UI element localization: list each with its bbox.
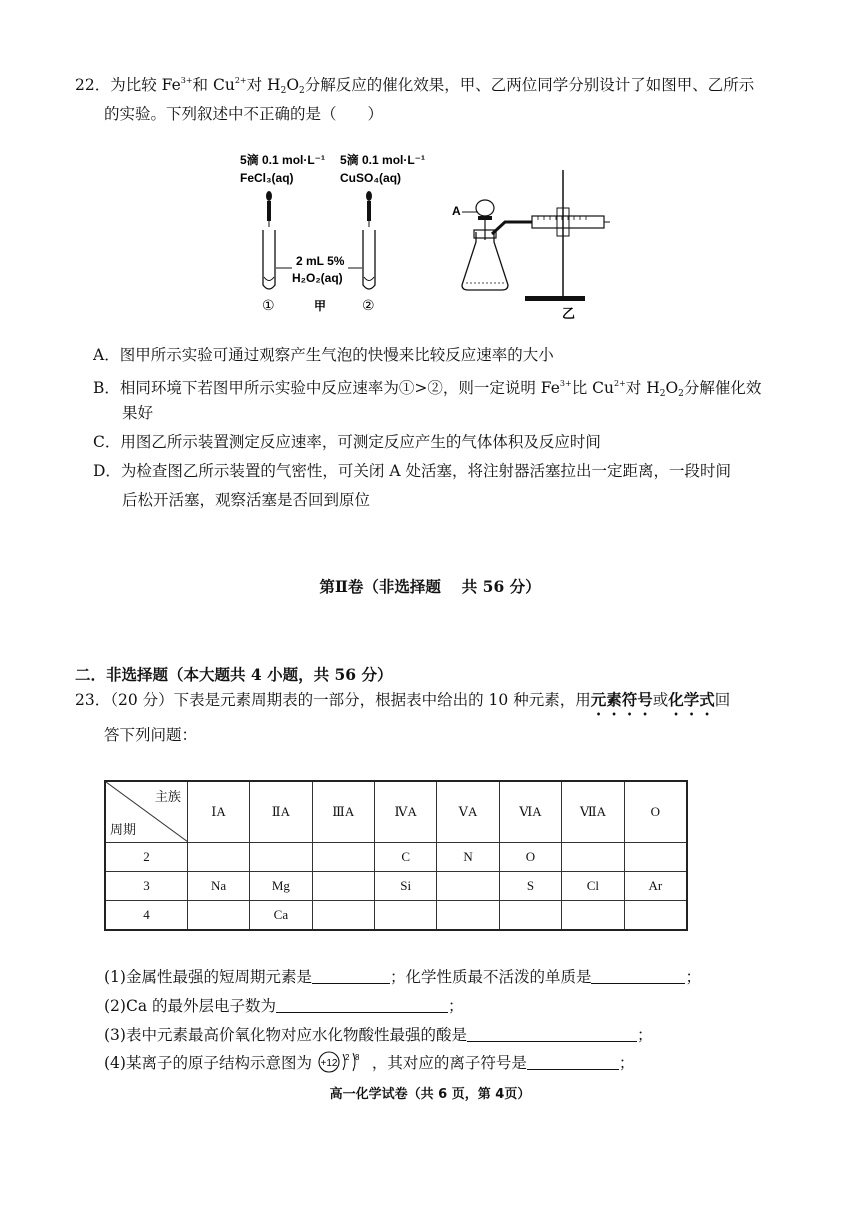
h2o2-label: H₂O₂(aq) bbox=[292, 271, 343, 285]
left-reagent-top: 5滴 0.1 mol·L⁻¹ bbox=[240, 153, 326, 167]
emphasis-element-symbol: 元素符号 bbox=[590, 690, 653, 709]
tube1-label: ① bbox=[262, 297, 275, 313]
yi-label: 乙 bbox=[562, 306, 576, 320]
right-reagent-top: 5滴 0.1 mol·L⁻¹ bbox=[340, 153, 426, 167]
option-b-line1: B．相同环境下若图甲所示实验中反应速率为①>②，则一定说明 $Fe^{3+}$比 $Cu^{2+}$对 $H_2O_2$分解催化效 bbox=[93, 379, 762, 399]
table-row bbox=[105, 872, 687, 901]
sub-question-3: (3)表中元素最高价氧化物对应水化物酸性最强的酸是 ； bbox=[104, 1026, 653, 1044]
element-cell: Ca bbox=[250, 901, 312, 931]
corner-bottom-label: 周期 bbox=[110, 822, 137, 837]
period-cell: 4 bbox=[105, 901, 187, 931]
element-cell: N bbox=[437, 843, 499, 872]
periodic-table bbox=[104, 780, 688, 931]
header-cell: ⅡA bbox=[250, 781, 312, 843]
period-cell: 2 bbox=[105, 843, 187, 872]
q22-stem-line1: 22．为比较 $Fe^{3+}$和 $Cu^{2+}$对 $H_2O_2$分解反应的催化效果，甲、乙两位同学分别设计了如图甲、乙所示 bbox=[75, 76, 755, 96]
element-cell bbox=[624, 901, 687, 931]
section-title: 第Ⅱ卷（非选择题 共 56 分） bbox=[319, 577, 541, 596]
answer-blank-1[interactable] bbox=[312, 967, 390, 984]
header-cell: ⅤA bbox=[437, 781, 499, 843]
element-cell bbox=[374, 901, 436, 931]
element-cell: Si bbox=[374, 872, 436, 901]
element-cell bbox=[187, 843, 249, 872]
left-reagent-bottom: FeCl₃(aq) bbox=[240, 171, 294, 185]
a-label: A bbox=[452, 204, 461, 218]
element-cell bbox=[312, 843, 374, 872]
q23-stem-line2: 答下列问题： bbox=[104, 726, 198, 744]
element-cell bbox=[437, 901, 499, 931]
svg-text:+12: +12 bbox=[320, 1058, 338, 1069]
element-cell bbox=[250, 843, 312, 872]
answer-blank-2[interactable] bbox=[591, 967, 685, 984]
sub-question-4: (4)某离子的原子结构示意图为 +12 2 8 ，其对应的离子符号是 ； bbox=[104, 1050, 634, 1076]
element-cell: C bbox=[374, 843, 436, 872]
element-cell bbox=[312, 901, 374, 931]
corner-top-label: 主族 bbox=[154, 789, 181, 804]
option-c: C．用图乙所示装置测定反应速率，可测定反应产生的气体体积及反应时间 bbox=[93, 433, 601, 451]
element-cell bbox=[562, 901, 624, 931]
option-d-line1: D．为检查图乙所示装置的气密性，可关闭 A 处活塞，将注射器活塞拉出一定距离，一段时间 bbox=[93, 462, 731, 480]
element-cell bbox=[562, 843, 624, 872]
table-corner-cell bbox=[105, 781, 187, 843]
element-cell: Na bbox=[187, 872, 249, 901]
header-cell: ⅥA bbox=[499, 781, 561, 843]
ion-structure-diagram bbox=[317, 1050, 367, 1074]
element-cell: S bbox=[499, 872, 561, 901]
svg-text:2: 2 bbox=[344, 1053, 350, 1062]
svg-text:8: 8 bbox=[354, 1053, 360, 1062]
option-d-line2: 后松开活塞，观察活塞是否回到原位 bbox=[122, 491, 371, 509]
option-a: A．图甲所示实验可通过观察产生气泡的快慢来比较反应速率的大小 bbox=[93, 346, 554, 364]
header-cell: O bbox=[624, 781, 687, 843]
apparatus-yi bbox=[452, 170, 610, 320]
q22-figure bbox=[230, 150, 610, 320]
emphasis-formula: 化学式 bbox=[668, 690, 715, 709]
element-cell bbox=[312, 872, 374, 901]
element-cell: Mg bbox=[250, 872, 312, 901]
tube2-label: ② bbox=[362, 297, 375, 313]
answer-blank-4[interactable] bbox=[467, 1025, 637, 1042]
left-dropper bbox=[266, 191, 272, 227]
q23-stem-line1: 23．（20 分）下表是元素周期表的一部分，根据表中给出的 10 种元素，用元素符号或化学式回 bbox=[75, 690, 731, 709]
part2-heading: 二．非选择题（本大题共 4 小题，共 56 分） bbox=[75, 665, 393, 684]
right-dropper bbox=[366, 191, 372, 227]
h2o2-amount: 2 mL 5% bbox=[296, 254, 345, 268]
element-cell: Cl bbox=[562, 872, 624, 901]
page-footer: 高一化学试卷（共 6 页，第 4页） bbox=[329, 1087, 531, 1102]
element-cell: O bbox=[499, 843, 561, 872]
answer-blank-3[interactable] bbox=[276, 996, 448, 1013]
header-cell: ⅣA bbox=[374, 781, 436, 843]
answer-blank-5[interactable] bbox=[527, 1053, 619, 1070]
sub-question-1: (1)金属性最强的短周期元素是 ；化学性质最不活泼的单质是 ； bbox=[104, 968, 701, 986]
period-cell: 3 bbox=[105, 872, 187, 901]
header-cell: ⅠA bbox=[187, 781, 249, 843]
right-reagent-bottom: CuSO₄(aq) bbox=[340, 171, 402, 185]
table-row bbox=[105, 843, 687, 872]
element-cell bbox=[437, 872, 499, 901]
sub-question-2: (2)Ca 的最外层电子数为 ； bbox=[104, 997, 464, 1015]
q22-stem-line2: 的实验。下列叙述中不正确的是（ ） bbox=[104, 105, 384, 123]
option-b-line2: 果好 bbox=[122, 404, 154, 422]
element-cell: Ar bbox=[624, 872, 687, 901]
element-cell bbox=[624, 843, 687, 872]
table-header-row bbox=[105, 781, 687, 843]
table-row bbox=[105, 901, 687, 931]
header-cell: ⅢA bbox=[312, 781, 374, 843]
element-cell bbox=[187, 901, 249, 931]
header-cell: ⅦA bbox=[562, 781, 624, 843]
element-cell bbox=[499, 901, 561, 931]
jia-label: 甲 bbox=[314, 299, 327, 313]
conical-flask bbox=[462, 232, 508, 290]
